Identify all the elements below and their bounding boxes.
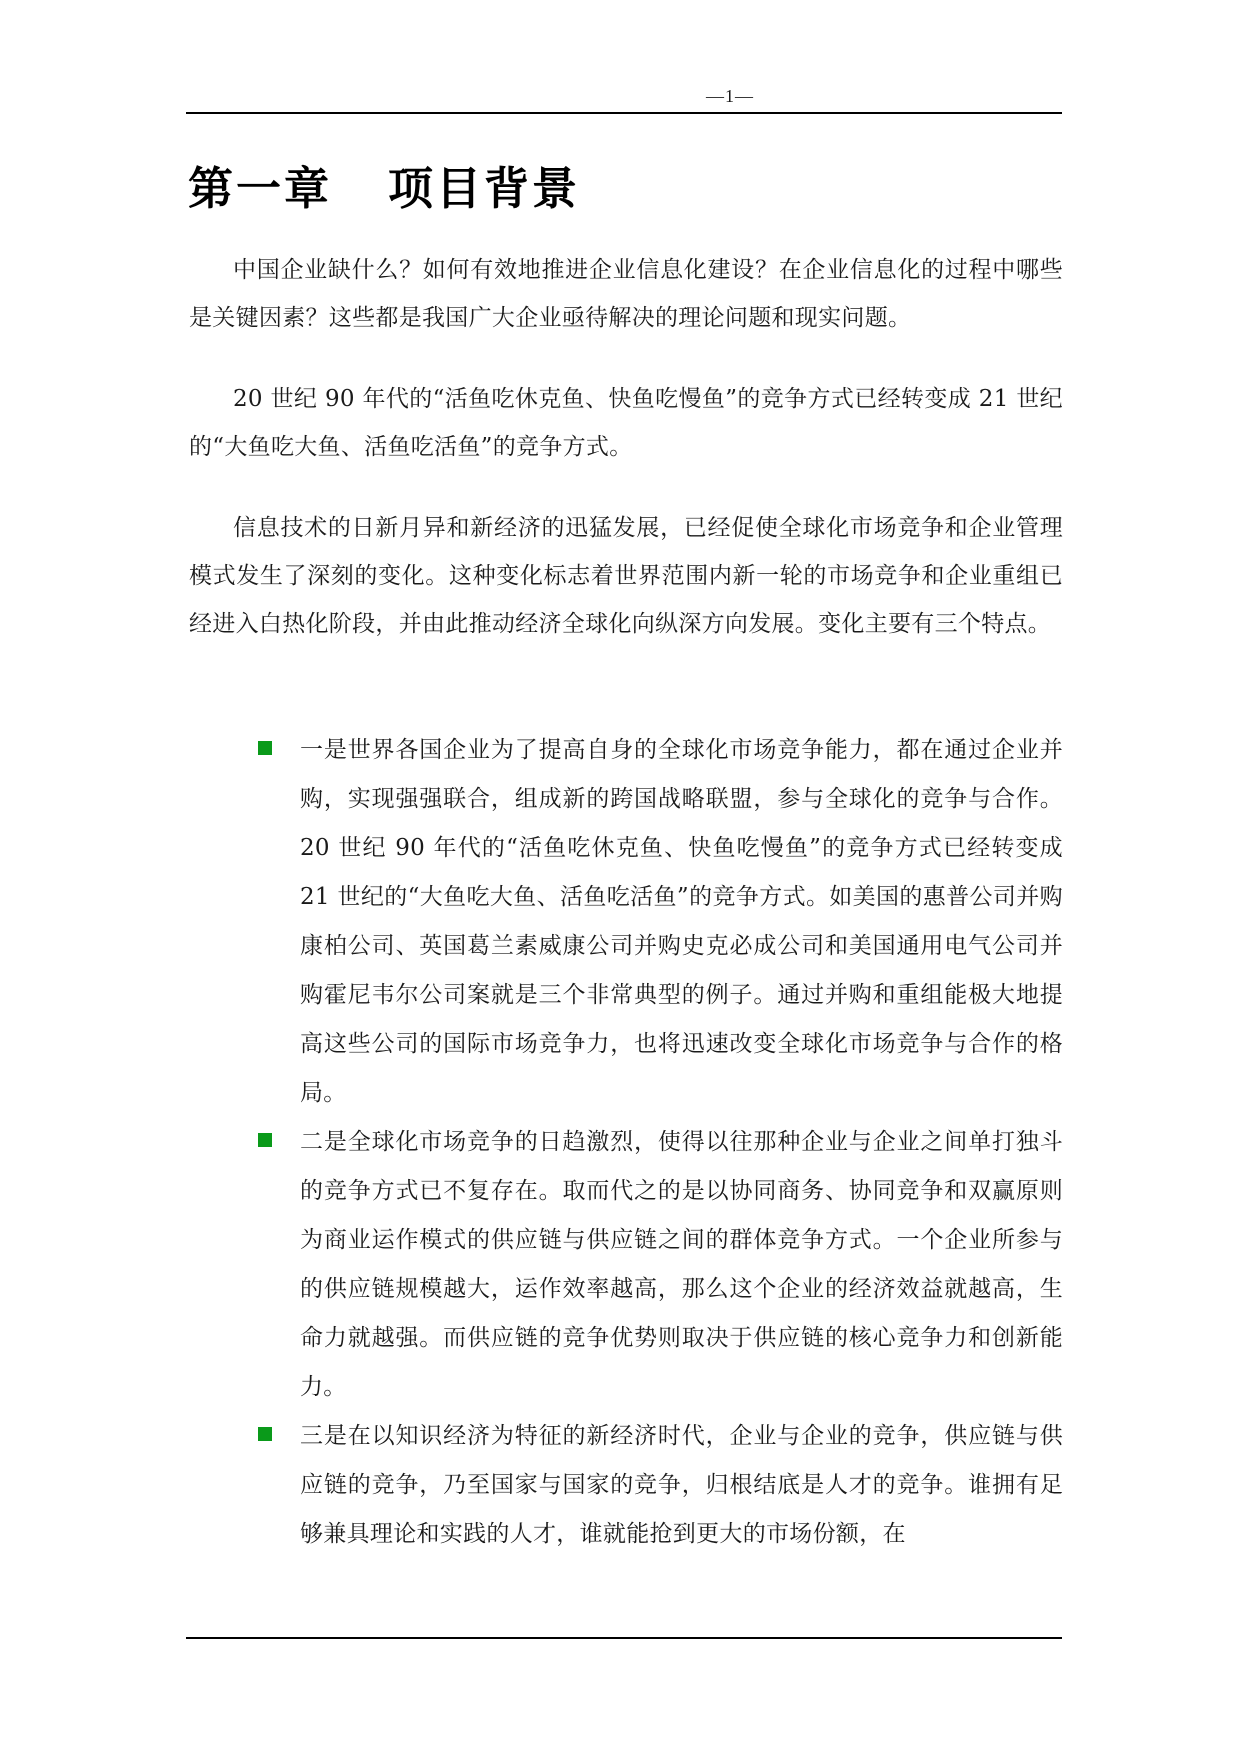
feature-bullet-list [258, 726, 1063, 1559]
bullet-text: 一是世界各国企业为了提高自身的全球化市场竞争能力，都在通过企业并购，实现强强联合，组成新的跨国战略联盟，参与全球化的竞争与合作。20 世纪 90 年代的“活鱼吃休克鱼、快鱼吃慢鱼”的竞争方式已经转变成 21 世纪的“大鱼吃大鱼、活鱼吃活鱼”的竞争方式。如美国的惠普公司并购康柏公司、英国葛兰素威康公司并购史克必成公司和美国通用电气公司并购霍尼韦尔公司案就是三个非常典型的例子。通过并购和重组能极大地提高这些公司的国际市场竞争力，也将迅速改变全球化市场竞争与合作的格局。 [300, 737, 1063, 1106]
green-square-bullet-icon [258, 1133, 272, 1147]
footer-rule [186, 1637, 1062, 1639]
header-rule [186, 112, 1062, 114]
bullet-text: 三是在以知识经济为特征的新经济时代，企业与企业的竞争，供应链与供应链的竞争，乃至国家与国家的竞争，归根结底是人才的竞争。谁拥有足够兼具理论和实践的人才，谁就能抢到更大的市场份额，在 [300, 1423, 1063, 1547]
paragraph-intro: 中国企业缺什么？如何有效地推进企业信息化建设？在企业信息化的过程中哪些是关键因素？这些都是我国广大企业亟待解决的理论问题和现实问题。 [189, 257, 1063, 331]
bullet-item-talent [258, 1412, 1063, 1559]
page-number: —1— [706, 86, 754, 106]
chapter-title: 第一章 项目背景 [188, 162, 581, 215]
paragraph-it-development: 信息技术的日新月异和新经济的迅猛发展，已经促使全球化市场竞争和企业管理模式发生了深刻的变化。这种变化标志着世界范围内新一轮的市场竞争和企业重组已经进入白热化阶段，并由此推动经济全球化向纵深方向发展。变化主要有三个特点。 [189, 515, 1063, 637]
green-square-bullet-icon [258, 1427, 272, 1441]
paragraph-competition: 20 世纪 90 年代的“活鱼吃休克鱼、快鱼吃慢鱼”的竞争方式已经转变成 21 世纪的“大鱼吃大鱼、活鱼吃活鱼”的竞争方式。 [189, 386, 1063, 460]
bullet-item-mergers [258, 726, 1063, 1118]
bullet-item-supply-chain [258, 1118, 1063, 1412]
bullet-text: 二是全球化市场竞争的日趋激烈，使得以往那种企业与企业之间单打独斗的竞争方式已不复存在。取而代之的是以协同商务、协同竞争和双赢原则为商业运作模式的供应链与供应链之间的群体竞争方式。一个企业所参与的供应链规模越大，运作效率越高，那么这个企业的经济效益就越高，生命力就越强。而供应链的竞争优势则取决于供应链的核心竞争力和创新能力。 [300, 1129, 1063, 1400]
green-square-bullet-icon [258, 741, 272, 755]
